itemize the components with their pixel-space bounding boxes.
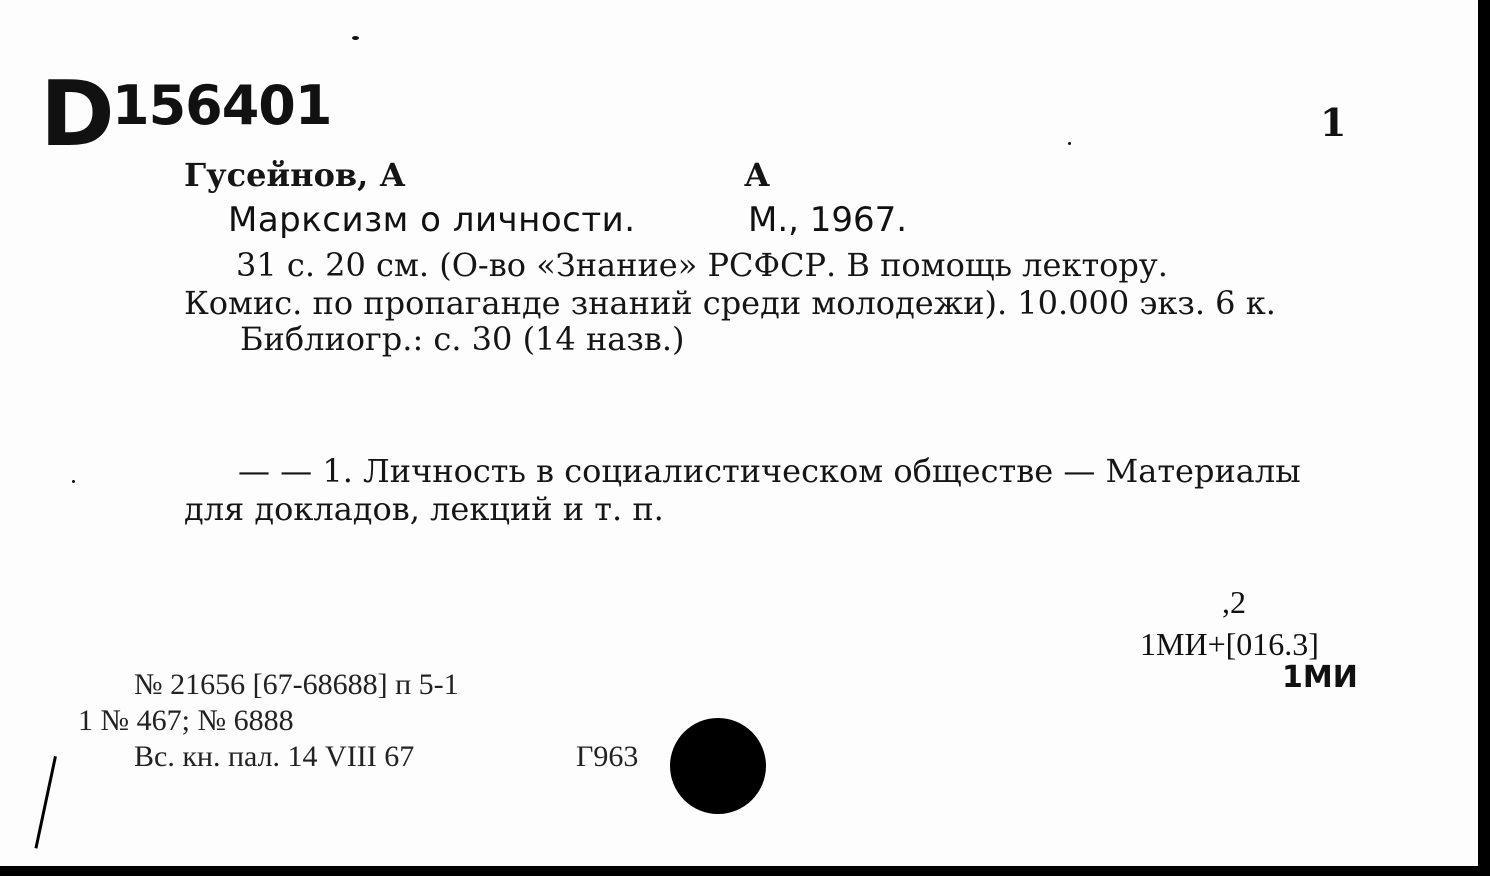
- author-letter: А: [744, 156, 771, 194]
- card-number: 1: [1320, 100, 1347, 145]
- book-title: Марксизм о личности.: [228, 200, 636, 240]
- subject-heading-line-2: для докладов, лекций и т. п.: [184, 490, 664, 528]
- registration-code: Г963: [576, 740, 639, 773]
- stamp-letter: D: [40, 62, 113, 167]
- punch-hole-dot: [670, 718, 766, 814]
- registration-line-1: № 21656 [67-68688] п 5-1: [134, 668, 459, 701]
- imprint: М., 1967.: [748, 200, 908, 240]
- registration-line-2: 1 № 467; № 6888: [78, 704, 294, 737]
- stamp-number: 156401: [112, 74, 332, 137]
- ink-speck: [1068, 142, 1071, 145]
- pen-slash-mark: [34, 756, 56, 849]
- ink-speck: [72, 480, 75, 483]
- classification-index-short: 1МИ: [1282, 660, 1358, 695]
- series-note: Комис. по пропаганде знаний среди молодежи). 10.000 экз. 6 к.: [184, 284, 1276, 322]
- classification-superscript: ,2: [1222, 584, 1246, 620]
- classification-index: 1МИ+[016.3]: [1140, 626, 1319, 662]
- ink-speck: [352, 36, 359, 40]
- subject-heading-line-1: — — 1. Личность в социалистическом обществе — Материалы: [238, 452, 1301, 490]
- registration-line-3: Вс. кн. пал. 14 VIII 67: [134, 740, 415, 773]
- collation: 31 с. 20 см. (О-во «Знание» РСФСР. В помощь лектору.: [236, 246, 1168, 284]
- author: Гусейнов, А: [184, 156, 406, 194]
- bibliography-note: Библиогр.: с. 30 (14 назв.): [240, 320, 685, 358]
